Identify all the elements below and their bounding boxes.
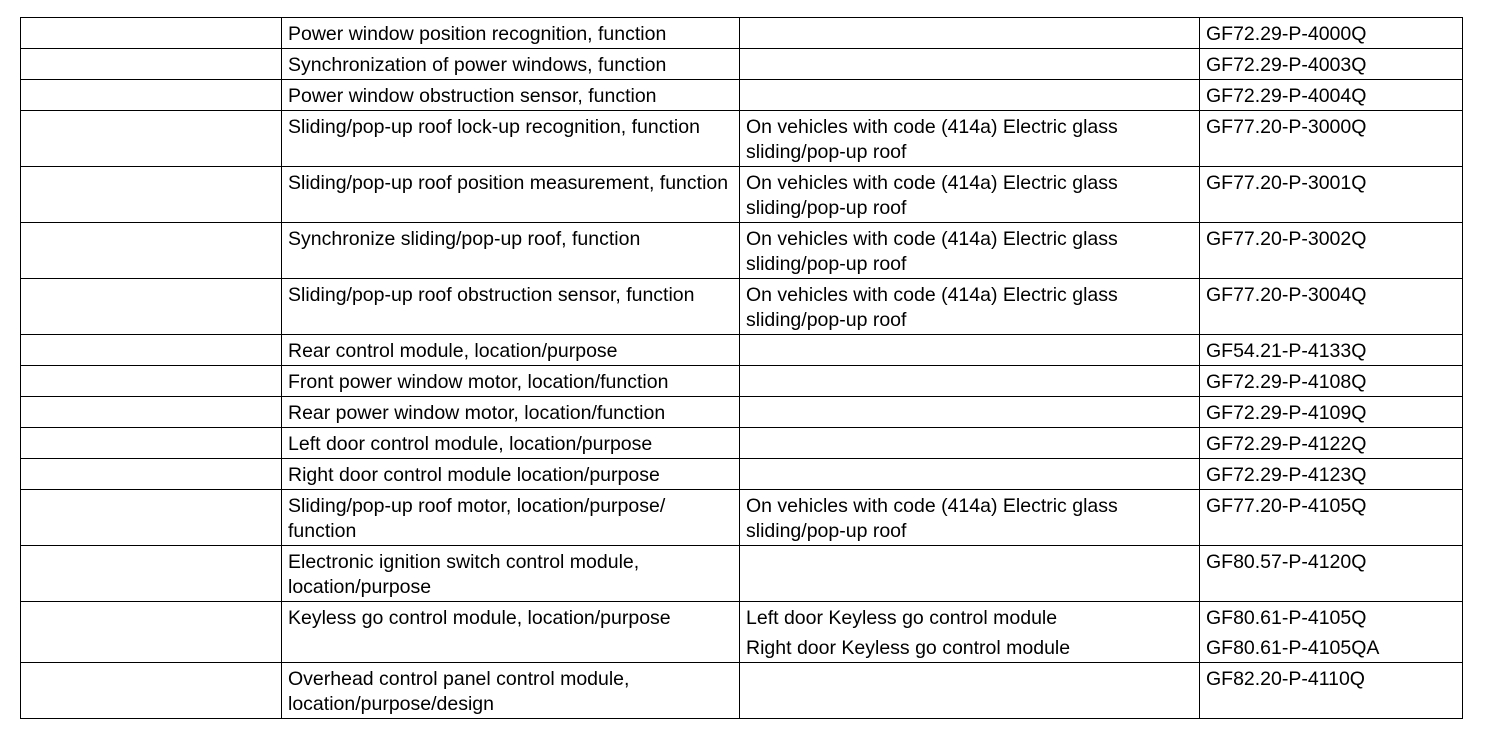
blank-cell bbox=[21, 490, 282, 546]
condition-cell bbox=[740, 428, 1200, 459]
condition-cell bbox=[740, 459, 1200, 490]
condition-cell bbox=[740, 397, 1200, 428]
condition-line: Right door Keyless go control module bbox=[746, 637, 1071, 659]
table-row bbox=[21, 335, 1463, 366]
reference-table bbox=[20, 17, 1463, 719]
title-cell: Rear control module, location/purpose bbox=[282, 335, 740, 366]
title-cell: Keyless go control module, location/purpose bbox=[282, 602, 740, 663]
condition-line: Left door Keyless go control module bbox=[746, 607, 1058, 629]
document-code-link[interactable]: GF72.29-P-4122Q bbox=[1200, 428, 1463, 459]
condition-cell bbox=[740, 602, 1200, 663]
condition-cell bbox=[740, 18, 1200, 49]
condition-cell bbox=[740, 546, 1200, 602]
blank-cell bbox=[21, 602, 282, 663]
blank-cell bbox=[21, 111, 282, 167]
title-cell: Synchronize sliding/pop-up roof, function bbox=[282, 223, 740, 279]
blank-cell bbox=[21, 80, 282, 111]
table-row bbox=[21, 490, 1463, 546]
blank-cell bbox=[21, 279, 282, 335]
document-code-link[interactable]: GF72.29-P-4003Q bbox=[1200, 49, 1463, 80]
table-row bbox=[21, 428, 1463, 459]
table-row bbox=[21, 18, 1463, 49]
title-cell: Sliding/pop-up roof position measurement, function bbox=[282, 167, 740, 223]
blank-cell bbox=[21, 546, 282, 602]
title-cell: Sliding/pop-up roof lock-up recognition, function bbox=[282, 111, 740, 167]
document-code-link[interactable]: GF54.21-P-4133Q bbox=[1200, 335, 1463, 366]
blank-cell bbox=[21, 335, 282, 366]
condition-cell bbox=[740, 80, 1200, 111]
document-code-link[interactable]: GF72.29-P-4004Q bbox=[1200, 80, 1463, 111]
title-cell: Sliding/pop-up roof obstruction sensor, function bbox=[282, 279, 740, 335]
blank-cell bbox=[21, 397, 282, 428]
condition-cell: On vehicles with code (414a) Electric glass sliding/pop-up roof bbox=[740, 223, 1200, 279]
title-cell: Overhead control panel control module, location/purpose/design bbox=[282, 663, 740, 719]
title-cell: Right door control module location/purpose bbox=[282, 459, 740, 490]
document-code-link[interactable]: GF80.61-P-4105Q bbox=[1206, 607, 1367, 629]
blank-cell bbox=[21, 18, 282, 49]
document-code-link[interactable]: GF82.20-P-4110Q bbox=[1200, 663, 1463, 719]
document-code-link[interactable]: GF80.57-P-4120Q bbox=[1200, 546, 1463, 602]
condition-cell: On vehicles with code (414a) Electric glass sliding/pop-up roof bbox=[740, 490, 1200, 546]
document-code-link[interactable]: GF77.20-P-3002Q bbox=[1200, 223, 1463, 279]
table-row bbox=[21, 167, 1463, 223]
condition-cell bbox=[740, 49, 1200, 80]
table-row bbox=[21, 366, 1463, 397]
table-row bbox=[21, 546, 1463, 602]
blank-cell bbox=[21, 663, 282, 719]
document-code-link[interactable]: GF77.20-P-3004Q bbox=[1200, 279, 1463, 335]
condition-cell bbox=[740, 335, 1200, 366]
table-row bbox=[21, 279, 1463, 335]
document-code-link[interactable]: GF72.29-P-4123Q bbox=[1200, 459, 1463, 490]
document-code-link[interactable]: GF77.20-P-4105Q bbox=[1200, 490, 1463, 546]
title-cell: Left door control module, location/purpose bbox=[282, 428, 740, 459]
document-code-link[interactable]: GF72.29-P-4109Q bbox=[1200, 397, 1463, 428]
document-code-link[interactable]: GF77.20-P-3000Q bbox=[1200, 111, 1463, 167]
blank-cell bbox=[21, 459, 282, 490]
condition-cell bbox=[740, 663, 1200, 719]
title-cell: Front power window motor, location/function bbox=[282, 366, 740, 397]
table-row bbox=[21, 602, 1463, 663]
table-row bbox=[21, 397, 1463, 428]
table-row bbox=[21, 663, 1463, 719]
title-cell: Electronic ignition switch control module, location/purpose bbox=[282, 546, 740, 602]
title-cell: Rear power window motor, location/function bbox=[282, 397, 740, 428]
document-code-link[interactable]: GF72.29-P-4108Q bbox=[1200, 366, 1463, 397]
condition-cell: On vehicles with code (414a) Electric glass sliding/pop-up roof bbox=[740, 167, 1200, 223]
title-cell: Power window position recognition, function bbox=[282, 18, 740, 49]
table-row bbox=[21, 459, 1463, 490]
title-cell: Synchronization of power windows, function bbox=[282, 49, 740, 80]
blank-cell bbox=[21, 428, 282, 459]
document-code-link[interactable]: GF80.61-P-4105QA bbox=[1206, 637, 1380, 659]
table-row bbox=[21, 80, 1463, 111]
table-row bbox=[21, 111, 1463, 167]
title-cell: Sliding/pop-up roof motor, location/purpose/ function bbox=[282, 490, 740, 546]
blank-cell bbox=[21, 366, 282, 397]
blank-cell bbox=[21, 223, 282, 279]
blank-cell bbox=[21, 167, 282, 223]
document-code-link[interactable]: GF72.29-P-4000Q bbox=[1200, 18, 1463, 49]
condition-cell: On vehicles with code (414a) Electric glass sliding/pop-up roof bbox=[740, 279, 1200, 335]
table-row bbox=[21, 223, 1463, 279]
document-code-link[interactable]: GF77.20-P-3001Q bbox=[1200, 167, 1463, 223]
table-row bbox=[21, 49, 1463, 80]
title-cell: Power window obstruction sensor, function bbox=[282, 80, 740, 111]
blank-cell bbox=[21, 49, 282, 80]
document-code-cell bbox=[1200, 602, 1463, 663]
condition-cell: On vehicles with code (414a) Electric glass sliding/pop-up roof bbox=[740, 111, 1200, 167]
condition-cell bbox=[740, 366, 1200, 397]
